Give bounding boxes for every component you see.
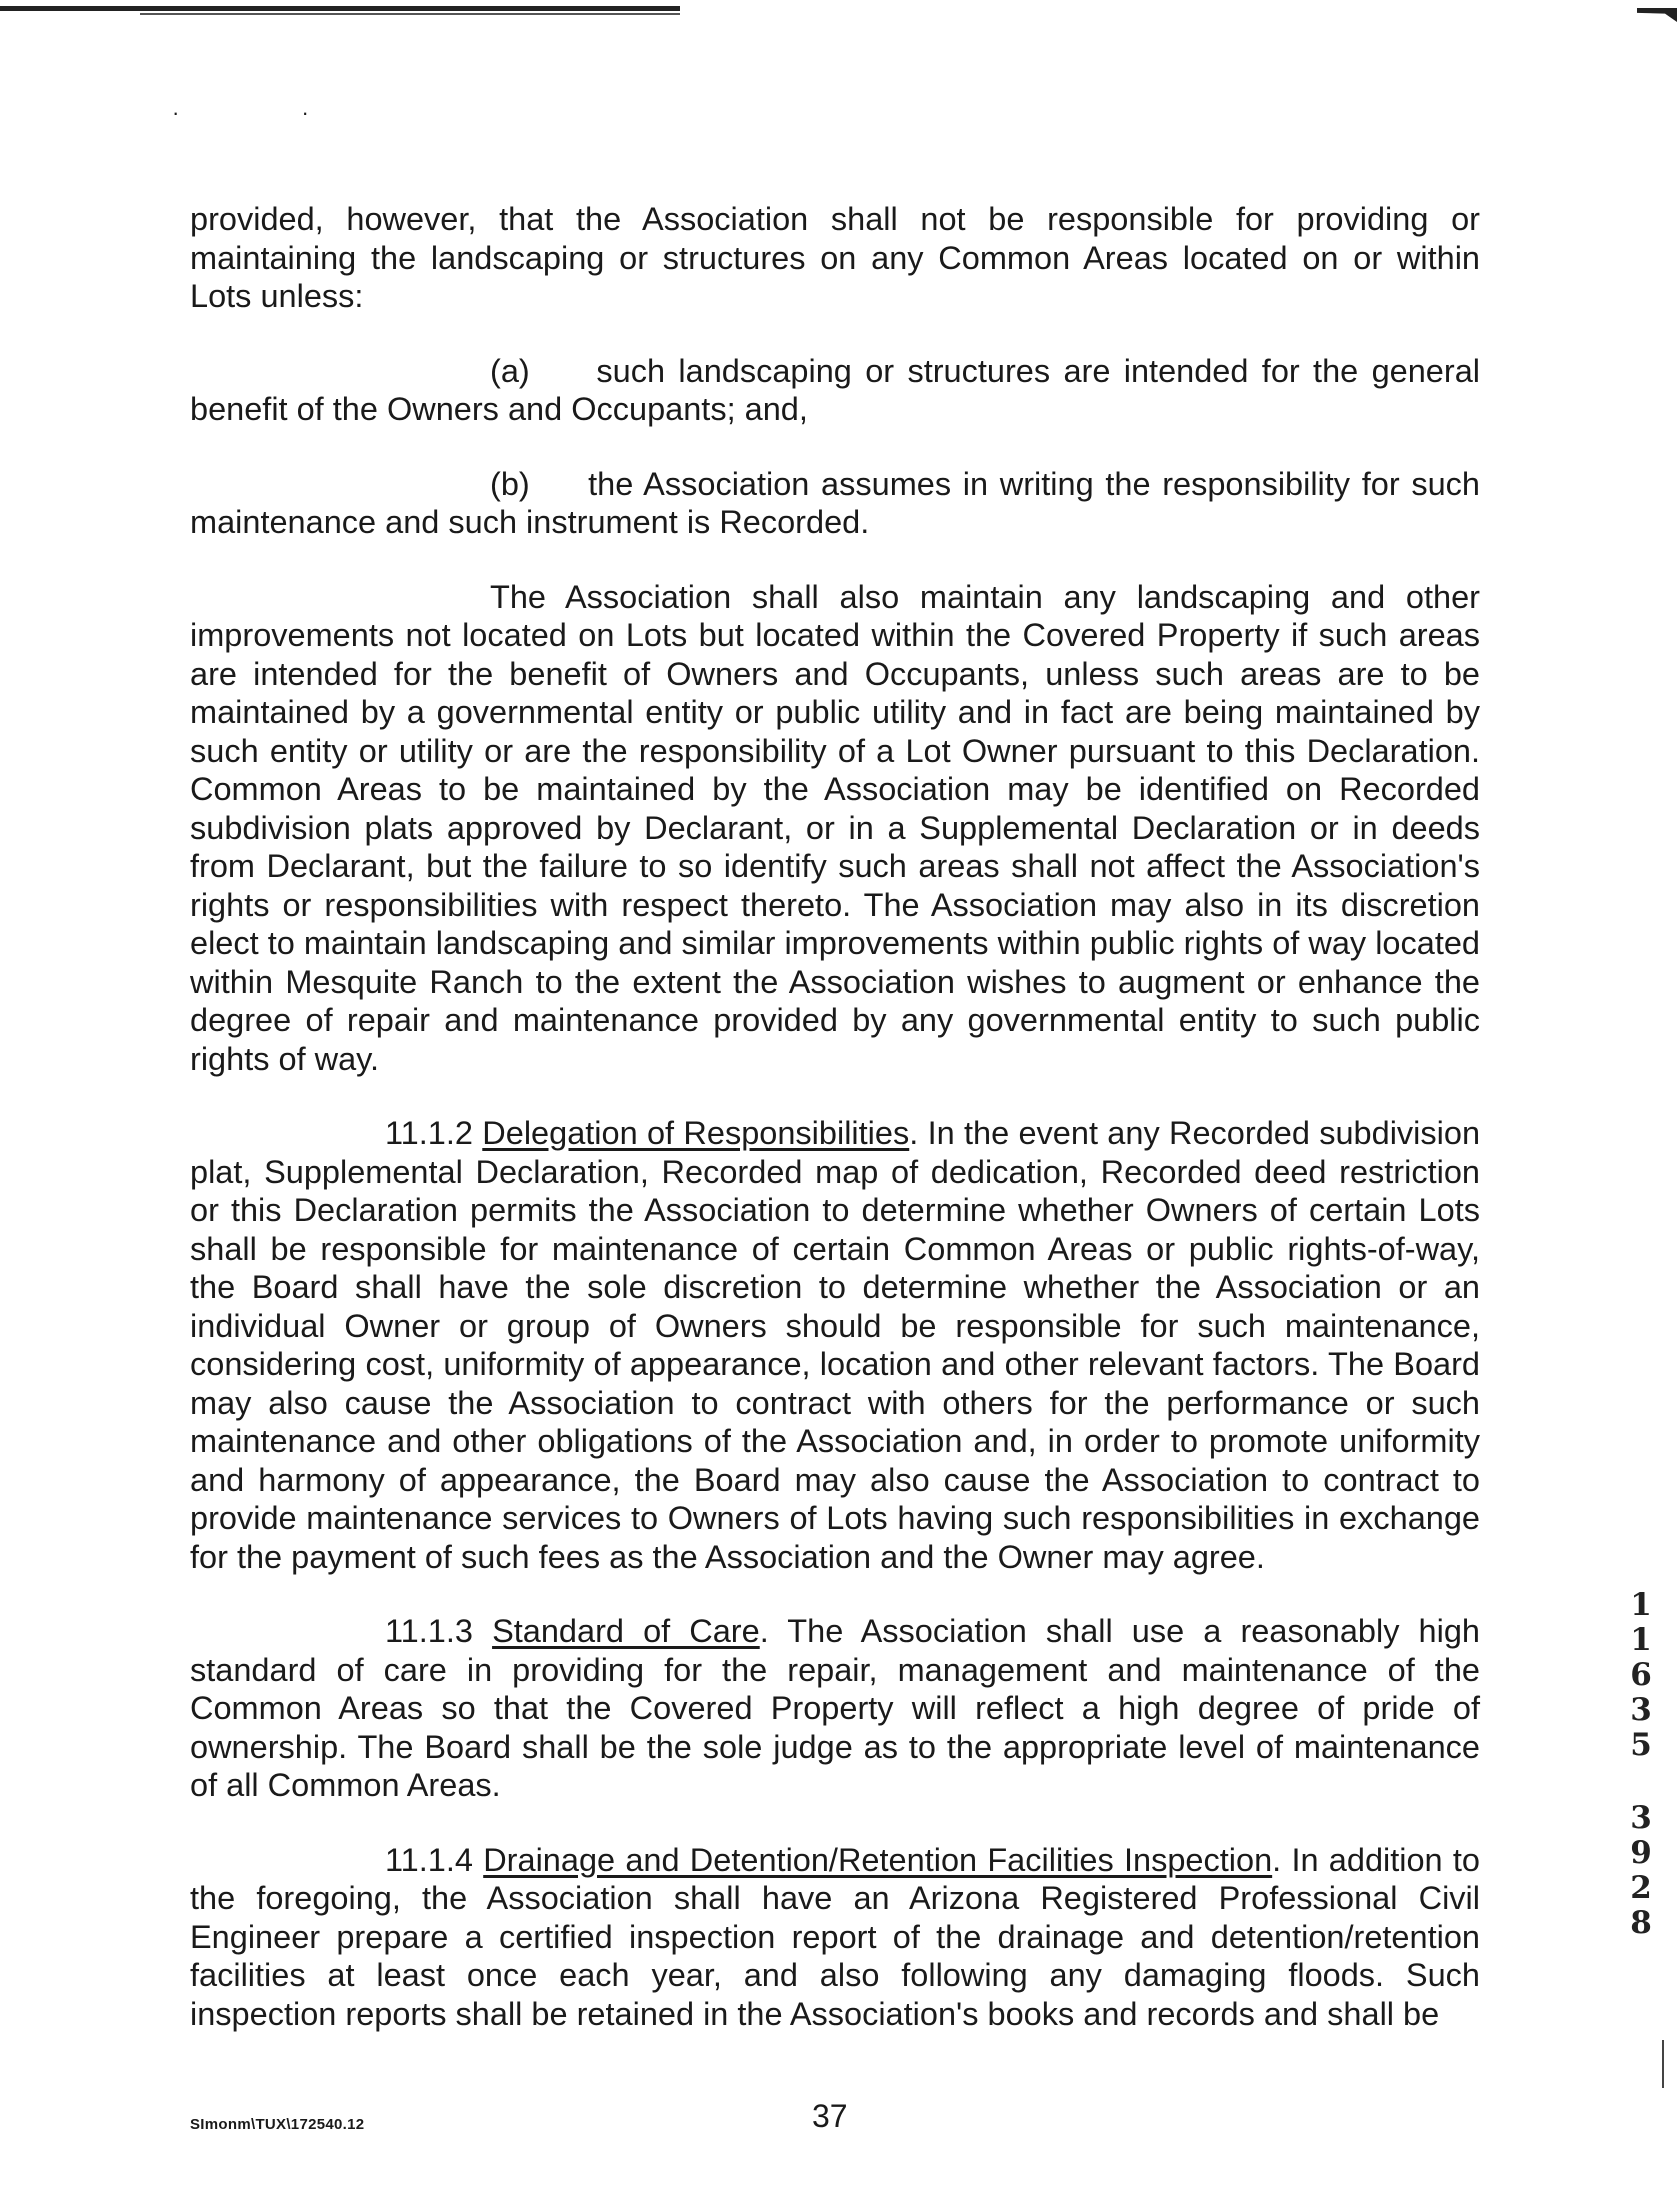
- section-11-1-3-number: 11.1.3: [385, 1613, 473, 1649]
- recording-digit: 2: [1630, 1870, 1652, 1906]
- section-11-1-4: 11.1.4 Drainage and Detention/Retention Facilities Inspection. In addition to the foregoing, the Association shall have an Arizona Registered Professional Civil Engineer prepare a certified inspection report of the drainage and detention/retention facilities at least once each year, and also following any damaging floods. Such inspection reports shall be retained in the Association's books and records and shall be: [190, 1841, 1480, 2032]
- recording-digit: 8: [1630, 1905, 1652, 1941]
- scan-artifact-dots: · ·: [172, 100, 367, 125]
- list-item-b: [190, 465, 1480, 542]
- footer-document-code: SImonm\TUX\172540.12: [190, 2116, 365, 2133]
- recording-digit: 9: [1630, 1835, 1652, 1871]
- section-11-1-4-text: In addition to the foregoing, the Association shall have an Arizona Registered Professional Civil Engineer prepare a certified inspection report of the drainage and detention/retention facilities at least once each year, and also following any damaging floods. Such inspection reports shall be retained in the Association's books and records and shall be: [190, 1841, 1480, 2032]
- recording-digit: 3: [1630, 1800, 1652, 1836]
- document-body: [190, 200, 1480, 2033]
- list-item-a-text: such landscaping or structures are intended for the general benefit of the Owners and Occupants; and,: [190, 352, 1480, 427]
- section-11-1-4-title: Drainage and Detention/Retention Facilities Inspection: [483, 1841, 1273, 1878]
- list-item-b-text: the Association assumes in writing the responsibility for such maintenance and such instrument is Recorded.: [190, 465, 1480, 540]
- section-11-1-3-text: The Association shall use a reasonably high standard of care in providing for the repair, management and maintenance of the Common Areas so that the Covered Property will reflect a high degree of pride of ownership. The Board shall be the sole judge as to the appropriate level of maintenance of all Common Areas.: [190, 1613, 1481, 1803]
- section-11-1-2-number: 11.1.2: [385, 1115, 473, 1151]
- section-11-1-2-title: Delegation of Responsibilities: [482, 1115, 910, 1151]
- scan-artifact-top-line: [0, 6, 680, 11]
- paragraph-provided-however: provided, however, that the Association shall not be responsible for providing or maintaining the landscaping or structures on any Common Areas located on or within Lots unless:: [190, 201, 1480, 314]
- recording-digit: 5: [1630, 1727, 1652, 1763]
- list-item-a: [190, 352, 1480, 429]
- recording-digit: 1: [1630, 1622, 1652, 1658]
- section-11-1-2-text: In the event any Recorded subdivision plat, Supplemental Declaration, Recorded map of dedication, Recorded deed restriction or this Declaration permits the Association to determine whether Owners of certain Lots shall be responsible for maintenance of certain Common Areas or public rights-of-way, the Board shall have the sole discretion to determine whether the Association or an individual Owner or group of Owners should be responsible for such maintenance, considering cost, uniformity of appearance, location and other relevant factors. The Board may also cause the Association to contract with others for the performance or such maintenance and other obligations of the Association and, in order to promote uniformity and harmony of appearance, the Board may also cause the Association to contract to provide maintenance services to Owners of Lots having such responsibilities in exchange for the payment of such fees as the Association and the Owner may agree.: [190, 1115, 1481, 1575]
- recording-digit: 1: [1630, 1587, 1652, 1623]
- recording-number-vertical: [1626, 1588, 1656, 1941]
- page-number: 37: [812, 2098, 848, 2134]
- scan-artifact-corner: [1637, 8, 1677, 22]
- list-item-a-label: (a): [490, 352, 530, 389]
- section-11-1-3-title: Standard of Care: [492, 1613, 760, 1649]
- paragraph-association-maintain: The Association shall also maintain any landscaping and other improvements not located on Lots but located within the Covered Property if such areas are intended for the benefit of Owners and Occupants, unless such areas are to be maintained by a governmental entity or public utility and in fact are being maintained by such entity or utility or are the responsibility of a Lot Owner pursuant to this Declaration. Common Areas to be maintained by the Association may be identified on Recorded subdivision plats approved by Declarant, or in a Supplemental Declaration or in deeds from Declarant, but the failure to so identify such areas shall not affect the Association's rights or responsibilities with respect thereto. The Association may also in its discretion elect to maintain landscaping and similar improvements within public rights of way located within Mesquite Ranch to the extent the Association wishes to augment or enhance the degree of repair and maintenance provided by any governmental entity to such public rights of way.: [190, 578, 1480, 1077]
- recording-digit: 6: [1630, 1657, 1652, 1693]
- section-11-1-3: 11.1.3 Standard of Care. The Association shall use a reasonably high standard of care in providing for the repair, management and maintenance of the Common Areas so that the Covered Property will reflect a high degree of pride of ownership. The Board shall be the sole judge as to the appropriate level of maintenance of all Common Areas.: [190, 1613, 1481, 1803]
- section-11-1-2: 11.1.2 Delegation of Responsibilities. In the event any Recorded subdivision plat, Supplemental Declaration, Recorded map of dedication, Recorded deed restriction or this Declaration permits the Association to determine whether Owners of certain Lots shall be responsible for maintenance of certain Common Areas or public rights-of-way, the Board shall have the sole discretion to determine whether the Association or an individual Owner or group of Owners should be responsible for such maintenance, considering cost, uniformity of appearance, location and other relevant factors. The Board may also cause the Association to contract with others for the performance or such maintenance and other obligations of the Association and, in order to promote uniformity and harmony of appearance, the Board may also cause the Association to contract to provide maintenance services to Owners of Lots having such responsibilities in exchange for the payment of such fees as the Association and the Owner may agree.: [190, 1115, 1481, 1575]
- list-item-b-label: (b): [490, 465, 530, 502]
- scan-artifact-top-line-thin: [140, 13, 680, 15]
- scan-artifact-edge-tick: [1662, 2040, 1664, 2088]
- section-11-1-4-number: 11.1.4: [385, 1841, 473, 1878]
- recording-digit: 3: [1630, 1692, 1652, 1728]
